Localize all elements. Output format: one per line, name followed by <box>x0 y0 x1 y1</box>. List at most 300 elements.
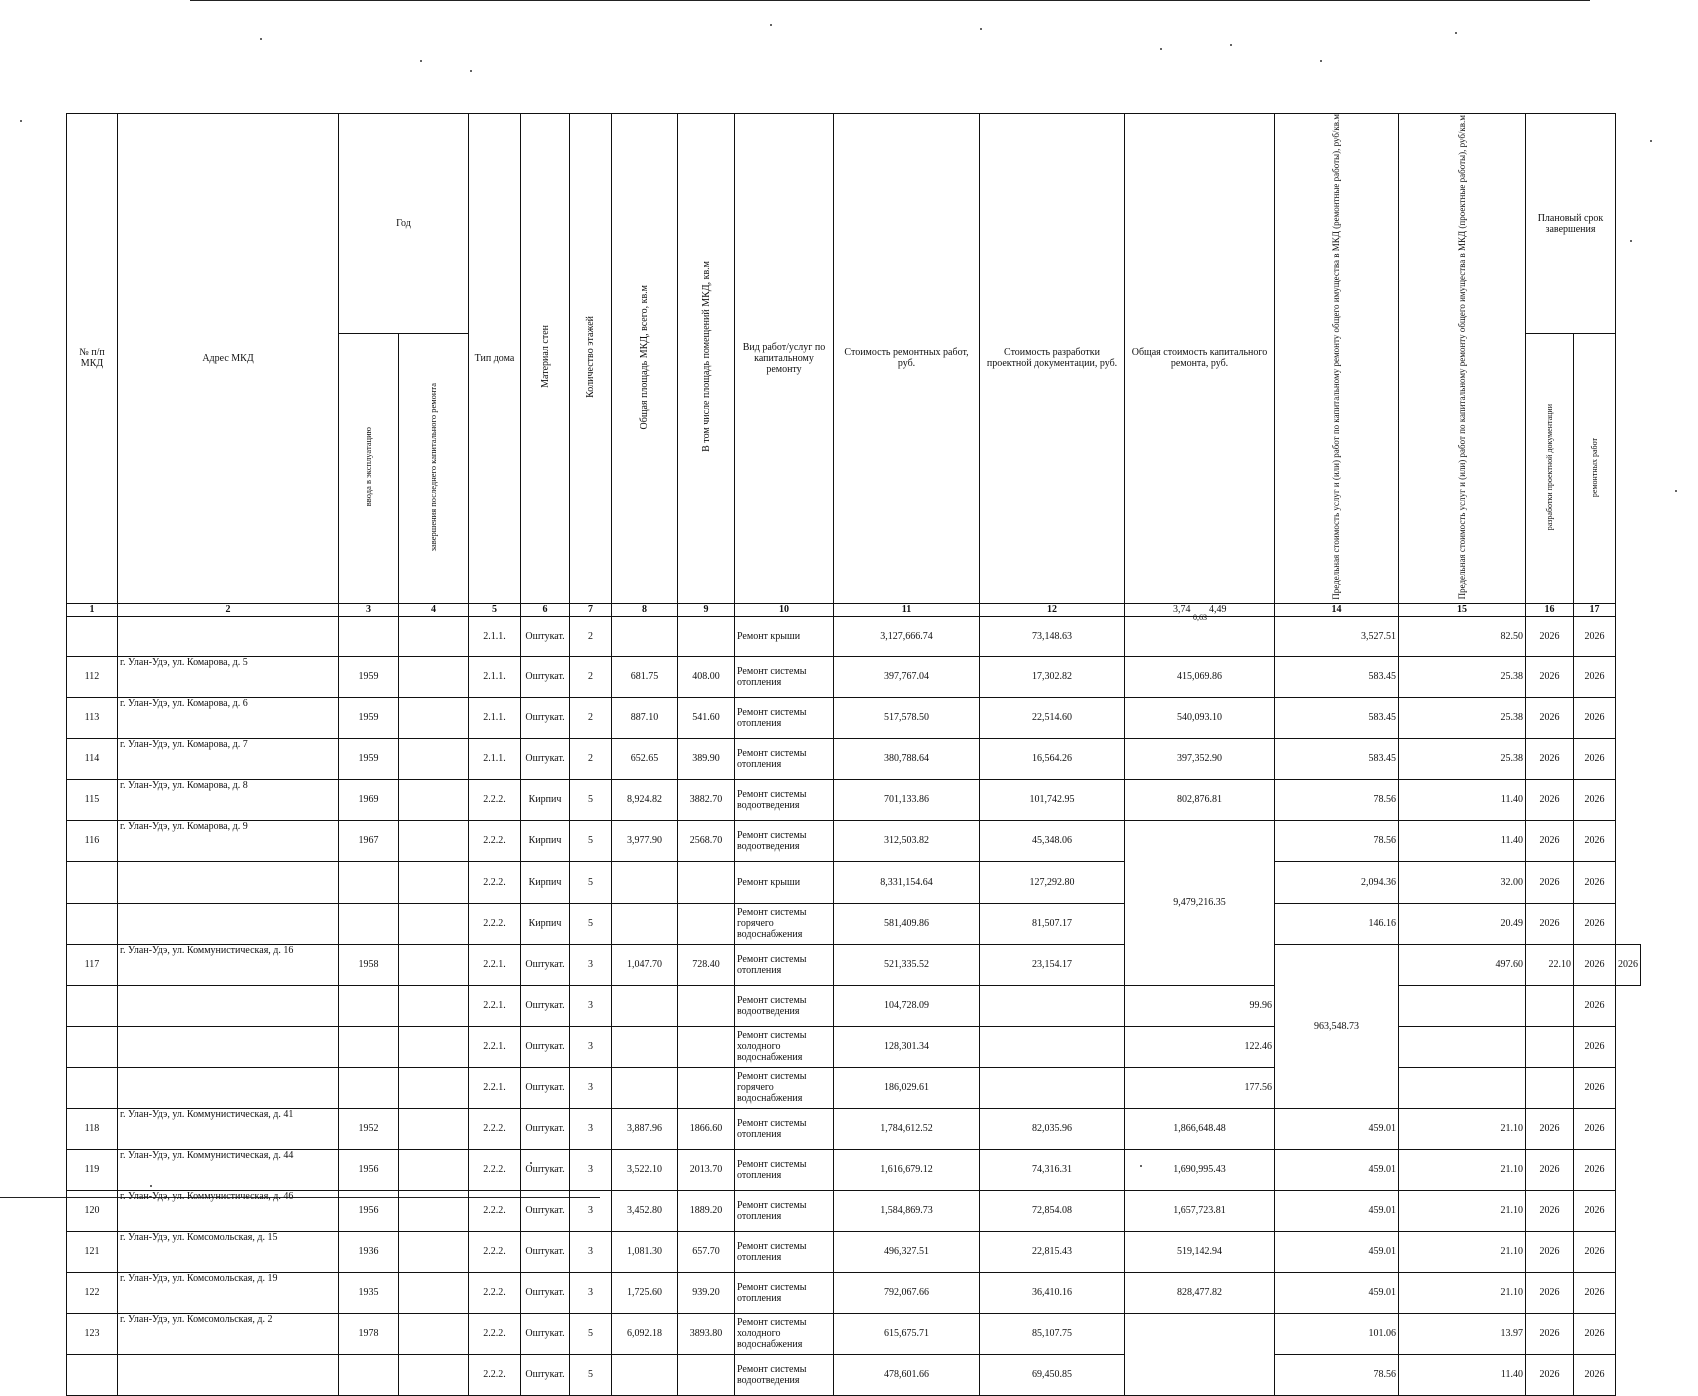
row-year-commission: 1958 <box>339 944 399 985</box>
row-wall-material: Оштукат. <box>521 1272 570 1313</box>
row-design-cost: 81,507.17 <box>980 903 1125 944</box>
row-limit-design: 21.10 <box>1399 1231 1526 1272</box>
row-repair-cost: 792,067.66 <box>834 1272 980 1313</box>
row-design-cost: 101,742.95 <box>980 779 1125 820</box>
row-total-cost: 963,548.73 <box>1275 944 1399 1108</box>
row-repair-cost: 1,784,612.52 <box>834 1108 980 1149</box>
row-year-last-repair <box>399 1067 469 1108</box>
row-total-area: 681.75 <box>612 656 678 697</box>
row-house-type: 2.2.1. <box>469 1026 521 1067</box>
table-row <box>67 1026 1641 1067</box>
row-wall-material: Оштукат. <box>521 1354 570 1395</box>
row-deadline-design: 2026 <box>1526 616 1574 656</box>
row-repair-cost: 380,788.64 <box>834 738 980 779</box>
row-deadline-works: 2026 <box>1574 1190 1616 1231</box>
col-number: 10 <box>735 603 834 616</box>
row-wall-material: Кирпич <box>521 779 570 820</box>
row-total-cost: 1,657,723.81 <box>1125 1190 1275 1231</box>
row-total-cost: 9,479,216.35 <box>1125 820 1275 985</box>
row-floors: 3 <box>570 1108 612 1149</box>
scan-speck <box>1140 1165 1142 1167</box>
row-limit-design: 13.97 <box>1399 1313 1526 1354</box>
row-deadline-design: 2026 <box>1526 1231 1574 1272</box>
row-address: г. Улан-Удэ, ул. Коммунистическая, д. 16 <box>118 944 339 985</box>
row-work-type: Ремонт системы отопления <box>735 656 834 697</box>
row-number <box>67 1354 118 1395</box>
row-total-area <box>612 1354 678 1395</box>
table-row <box>67 985 1641 1026</box>
row-house-type: 2.2.2. <box>469 1272 521 1313</box>
header-design-cost: Стоимость разработки проектной документации, руб. <box>980 114 1125 604</box>
row-floors: 5 <box>570 861 612 903</box>
row-number: 119 <box>67 1149 118 1190</box>
row-year-last-repair <box>399 697 469 738</box>
table-row <box>67 903 1641 944</box>
header-limit-design: Предельная стоимость услуг и (или) работ по капитальному ремонту общего имущества в МКД (проектные работы), руб/кв.м <box>1399 114 1526 604</box>
row-deadline-design: 2026 <box>1526 903 1574 944</box>
row-limit-design: 21.10 <box>1399 1272 1526 1313</box>
row-work-type: Ремонт крыши <box>735 861 834 903</box>
table-row <box>67 1313 1641 1354</box>
row-address: г. Улан-Удэ, ул. Комарова, д. 9 <box>118 820 339 861</box>
row-limit-repair: 101.06 <box>1275 1313 1399 1354</box>
row-work-type: Ремонт системы отопления <box>735 1108 834 1149</box>
row-premises-area: 408.00 <box>678 656 735 697</box>
table-row <box>67 1108 1641 1149</box>
row-house-type: 2.2.1. <box>469 985 521 1026</box>
row-limit-design: 82.50 <box>1399 616 1526 656</box>
row-total-area <box>612 1067 678 1108</box>
col-number: 12 <box>980 603 1125 616</box>
row-limit-design: 21.10 <box>1399 1190 1526 1231</box>
scan-edge-top <box>190 0 1590 1</box>
row-repair-cost: 517,578.50 <box>834 697 980 738</box>
row-year-commission: 1956 <box>339 1149 399 1190</box>
row-work-type: Ремонт системы водоотведения <box>735 985 834 1026</box>
header-num: № п/п МКД <box>67 114 118 604</box>
row-work-type: Ремонт системы отопления <box>735 1149 834 1190</box>
row-deadline-design <box>1526 1067 1574 1108</box>
row-year-last-repair <box>399 738 469 779</box>
row-deadline-design: 2026 <box>1526 861 1574 903</box>
row-deadline-design: 2026 <box>1574 944 1616 985</box>
row-repair-cost: 496,327.51 <box>834 1231 980 1272</box>
row-deadline-design: 2026 <box>1526 1108 1574 1149</box>
col-number: 6 <box>521 603 570 616</box>
row-house-type: 2.2.2. <box>469 1108 521 1149</box>
row-year-last-repair <box>399 1231 469 1272</box>
row-year-last-repair <box>399 985 469 1026</box>
row-year-commission: 1959 <box>339 697 399 738</box>
header-address: Адрес МКД <box>118 114 339 604</box>
row-premises-area <box>678 1067 735 1108</box>
row-address <box>118 903 339 944</box>
row-year-commission: 1936 <box>339 1231 399 1272</box>
row-total-area <box>612 985 678 1026</box>
row-wall-material: Кирпич <box>521 861 570 903</box>
row-deadline-design: 2026 <box>1526 738 1574 779</box>
header-house-type: Тип дома <box>469 114 521 604</box>
row-repair-cost: 701,133.86 <box>834 779 980 820</box>
row-deadline-design <box>1526 1026 1574 1067</box>
row-work-type: Ремонт системы горячего водоснабжения <box>735 903 834 944</box>
row-deadline-design: 2026 <box>1526 1313 1574 1354</box>
row-premises-area: 3882.70 <box>678 779 735 820</box>
row-wall-material: Оштукат. <box>521 1067 570 1108</box>
header-deadline-design: разработки проектной документации <box>1526 334 1574 603</box>
row-repair-cost: 186,029.61 <box>834 1067 980 1108</box>
row-number <box>67 903 118 944</box>
row-limit-repair: 146.16 <box>1275 903 1399 944</box>
row-deadline-works: 2026 <box>1574 1026 1616 1067</box>
row-address <box>118 861 339 903</box>
row-total-cost: 397,352.90 <box>1125 738 1275 779</box>
row-deadline-works: 2026 <box>1574 1313 1616 1354</box>
row-number: 112 <box>67 656 118 697</box>
row-total-area: 1,047.70 <box>612 944 678 985</box>
overlay-text-c: 0,63 <box>1193 612 1207 622</box>
row-limit-repair: 78.56 <box>1275 779 1399 820</box>
row-design-cost: 73,148.63 <box>980 616 1125 656</box>
header-repair-cost: Стоимость ремонтных работ, руб. <box>834 114 980 604</box>
row-limit-design: 21.10 <box>1399 1108 1526 1149</box>
row-year-last-repair <box>399 861 469 903</box>
row-limit-repair: 497.60 <box>1399 944 1526 985</box>
col-number: 16 <box>1526 603 1574 616</box>
row-design-cost <box>980 1026 1125 1067</box>
row-house-type: 2.1.1. <box>469 697 521 738</box>
column-numbers-row <box>67 603 1641 616</box>
row-premises-area <box>678 903 735 944</box>
row-total-area <box>612 903 678 944</box>
row-premises-area: 939.20 <box>678 1272 735 1313</box>
col-number: 11 <box>834 603 980 616</box>
row-deadline-works: 2026 <box>1574 985 1616 1026</box>
row-floors: 2 <box>570 738 612 779</box>
row-deadline-works: 2026 <box>1574 1108 1616 1149</box>
scan-speck <box>1650 140 1652 142</box>
row-floors: 3 <box>570 1026 612 1067</box>
row-limit-design <box>1399 1026 1526 1067</box>
row-limit-repair: 459.01 <box>1275 1190 1399 1231</box>
row-total-cost: 802,876.81 <box>1125 779 1275 820</box>
row-floors: 3 <box>570 1272 612 1313</box>
row-floors: 2 <box>570 656 612 697</box>
row-total-area: 3,522.10 <box>612 1149 678 1190</box>
row-house-type: 2.2.2. <box>469 1149 521 1190</box>
row-deadline-works: 2026 <box>1574 1149 1616 1190</box>
row-wall-material: Оштукат. <box>521 1149 570 1190</box>
row-floors: 3 <box>570 985 612 1026</box>
row-year-commission: 1969 <box>339 779 399 820</box>
header-work-type: Вид работ/услуг по капитальному ремонту <box>735 114 834 604</box>
row-wall-material: Кирпич <box>521 820 570 861</box>
row-total-cost: 1,866,648.48 <box>1125 1108 1275 1149</box>
row-deadline-design: 2026 <box>1526 820 1574 861</box>
row-premises-area: 728.40 <box>678 944 735 985</box>
row-year-commission <box>339 903 399 944</box>
row-deadline-design <box>1526 985 1574 1026</box>
row-year-last-repair <box>399 1108 469 1149</box>
row-repair-cost: 521,335.52 <box>834 944 980 985</box>
row-total-area: 6,092.18 <box>612 1313 678 1354</box>
row-repair-cost: 104,728.09 <box>834 985 980 1026</box>
table-row <box>67 738 1641 779</box>
table-row <box>67 1354 1641 1395</box>
row-number: 116 <box>67 820 118 861</box>
row-limit-repair: 2,094.36 <box>1275 861 1399 903</box>
col-number: 5 <box>469 603 521 616</box>
row-number <box>67 1067 118 1108</box>
overlay-text-b: 4,49 <box>1209 603 1227 615</box>
row-number: 117 <box>67 944 118 985</box>
table-row <box>67 861 1641 903</box>
row-year-last-repair <box>399 1313 469 1354</box>
row-limit-design: 25.38 <box>1399 738 1526 779</box>
row-number: 121 <box>67 1231 118 1272</box>
row-limit-repair: 3,527.51 <box>1275 616 1399 656</box>
row-wall-material: Оштукат. <box>521 944 570 985</box>
row-wall-material: Оштукат. <box>521 1231 570 1272</box>
scan-speck <box>1630 240 1632 242</box>
row-deadline-design: 2026 <box>1526 697 1574 738</box>
row-year-commission: 1967 <box>339 820 399 861</box>
col-number: 14 <box>1275 603 1399 616</box>
row-work-type: Ремонт системы отопления <box>735 944 834 985</box>
row-total-area: 652.65 <box>612 738 678 779</box>
row-wall-material: Оштукат. <box>521 1190 570 1231</box>
row-address <box>118 1067 339 1108</box>
row-design-cost: 74,316.31 <box>980 1149 1125 1190</box>
header-deadline-works: ремонтных работ <box>1574 334 1616 603</box>
row-address <box>118 985 339 1026</box>
row-house-type: 2.1.1. <box>469 656 521 697</box>
row-deadline-works: 2026 <box>1574 656 1616 697</box>
row-address: г. Улан-Удэ, ул. Комсомольская, д. 19 <box>118 1272 339 1313</box>
row-floors: 5 <box>570 1313 612 1354</box>
row-wall-material: Оштукат. <box>521 985 570 1026</box>
row-year-last-repair <box>399 616 469 656</box>
row-limit-design: 22.10 <box>1526 944 1574 985</box>
row-design-cost: 36,410.16 <box>980 1272 1125 1313</box>
row-limit-repair: 78.56 <box>1275 1354 1399 1395</box>
row-deadline-design: 2026 <box>1526 1354 1574 1395</box>
row-total-area: 887.10 <box>612 697 678 738</box>
row-limit-repair: 78.56 <box>1275 820 1399 861</box>
row-limit-design: 25.38 <box>1399 656 1526 697</box>
row-total-area: 3,977.90 <box>612 820 678 861</box>
scan-speck <box>420 60 422 62</box>
row-deadline-design: 2026 <box>1526 1149 1574 1190</box>
row-house-type: 2.2.1. <box>469 1067 521 1108</box>
row-deadline-works: 2026 <box>1574 616 1616 656</box>
table-row <box>67 1272 1641 1313</box>
row-limit-design: 32.00 <box>1399 861 1526 903</box>
row-design-cost: 22,815.43 <box>980 1231 1125 1272</box>
row-year-last-repair <box>399 944 469 985</box>
row-year-commission <box>339 616 399 656</box>
row-premises-area: 2013.70 <box>678 1149 735 1190</box>
row-limit-design: 11.40 <box>1399 1354 1526 1395</box>
header-deadline: Плановый срок завершения <box>1526 114 1616 334</box>
row-deadline-works: 2026 <box>1574 697 1616 738</box>
row-wall-material: Оштукат. <box>521 1026 570 1067</box>
header-year: Год <box>339 114 469 334</box>
row-number <box>67 616 118 656</box>
row-deadline-works: 2026 <box>1574 1231 1616 1272</box>
row-deadline-works: 2026 <box>1574 1272 1616 1313</box>
row-limit-repair: 177.56 <box>1125 1067 1275 1108</box>
row-total-area <box>612 616 678 656</box>
row-total-cost: 828,477.82 <box>1125 1272 1275 1313</box>
row-year-last-repair <box>399 1190 469 1231</box>
row-total-area: 3,887.96 <box>612 1108 678 1149</box>
row-limit-repair: 459.01 <box>1275 1231 1399 1272</box>
row-total-area: 3,452.80 <box>612 1190 678 1231</box>
col-number: 7 <box>570 603 612 616</box>
row-design-cost: 82,035.96 <box>980 1108 1125 1149</box>
row-floors: 3 <box>570 1067 612 1108</box>
row-address <box>118 1026 339 1067</box>
row-deadline-works: 2026 <box>1616 944 1641 985</box>
row-number: 114 <box>67 738 118 779</box>
row-work-type: Ремонт системы горячего водоснабжения <box>735 1067 834 1108</box>
row-address: г. Улан-Удэ, ул. Коммунистическая, д. 44 <box>118 1149 339 1190</box>
row-premises-area: 2568.70 <box>678 820 735 861</box>
row-year-last-repair <box>399 1026 469 1067</box>
row-house-type: 2.2.2. <box>469 1354 521 1395</box>
row-wall-material: Оштукат. <box>521 1313 570 1354</box>
col-number: 17 <box>1574 603 1616 616</box>
col-number: 3 <box>339 603 399 616</box>
row-year-last-repair <box>399 779 469 820</box>
row-repair-cost: 128,301.34 <box>834 1026 980 1067</box>
row-deadline-works: 2026 <box>1574 820 1616 861</box>
row-year-commission: 1959 <box>339 656 399 697</box>
row-limit-design <box>1399 1067 1526 1108</box>
row-total-cost: 1,690,995.43 <box>1125 1149 1275 1190</box>
row-number <box>67 861 118 903</box>
row-address: г. Улан-Удэ, ул. Комсомольская, д. 15 <box>118 1231 339 1272</box>
row-number: 120 <box>67 1190 118 1231</box>
row-wall-material: Оштукат. <box>521 1108 570 1149</box>
row-repair-cost: 478,601.66 <box>834 1354 980 1395</box>
col-number: 9 <box>678 603 735 616</box>
overlay-text-a: 3,74 <box>1173 603 1191 615</box>
row-year-commission <box>339 1067 399 1108</box>
row-repair-cost: 1,584,869.73 <box>834 1190 980 1231</box>
row-deadline-design: 2026 <box>1526 779 1574 820</box>
row-floors: 2 <box>570 616 612 656</box>
table-row <box>67 697 1641 738</box>
row-premises-area <box>678 861 735 903</box>
row-year-last-repair <box>399 656 469 697</box>
row-year-last-repair <box>399 1149 469 1190</box>
row-limit-design: 25.38 <box>1399 697 1526 738</box>
row-design-cost: 16,564.26 <box>980 738 1125 779</box>
row-wall-material: Оштукат. <box>521 656 570 697</box>
row-limit-design: 11.40 <box>1399 779 1526 820</box>
row-deadline-design: 2026 <box>1526 656 1574 697</box>
row-deadline-design: 2026 <box>1526 1190 1574 1231</box>
row-floors: 2 <box>570 697 612 738</box>
row-work-type: Ремонт системы холодного водоснабжения <box>735 1026 834 1067</box>
row-house-type: 2.1.1. <box>469 616 521 656</box>
col-number: 1 <box>67 603 118 616</box>
scan-speck <box>770 24 772 26</box>
row-total-area: 1,081.30 <box>612 1231 678 1272</box>
scan-speck <box>150 1185 152 1187</box>
row-design-cost: 45,348.06 <box>980 820 1125 861</box>
row-repair-cost: 312,503.82 <box>834 820 980 861</box>
row-floors: 3 <box>570 1231 612 1272</box>
row-number: 113 <box>67 697 118 738</box>
row-number <box>67 985 118 1026</box>
row-year-commission: 1956 <box>339 1190 399 1231</box>
row-premises-area: 541.60 <box>678 697 735 738</box>
col-number: 2 <box>118 603 339 616</box>
row-total-area: 1,725.60 <box>612 1272 678 1313</box>
header-wall-material: Материал стен <box>521 114 570 604</box>
row-work-type: Ремонт системы водоотведения <box>735 779 834 820</box>
row-repair-cost: 3,127,666.74 <box>834 616 980 656</box>
row-limit-repair: 583.45 <box>1275 738 1399 779</box>
row-house-type: 2.2.2. <box>469 820 521 861</box>
row-limit-design: 11.40 <box>1399 820 1526 861</box>
scan-speck <box>980 28 982 30</box>
row-year-last-repair <box>399 820 469 861</box>
row-year-commission: 1978 <box>339 1313 399 1354</box>
row-work-type: Ремонт системы водоотведения <box>735 1354 834 1395</box>
row-number: 118 <box>67 1108 118 1149</box>
row-work-type: Ремонт системы отопления <box>735 1231 834 1272</box>
scan-speck <box>530 1162 532 1164</box>
row-work-type: Ремонт системы отопления <box>735 1272 834 1313</box>
row-house-type: 2.2.2. <box>469 903 521 944</box>
header-total-area: Общая площадь МКД, всего, кв.м <box>612 114 678 604</box>
row-address: г. Улан-Удэ, ул. Коммунистическая, д. 46 <box>118 1190 339 1231</box>
row-work-type: Ремонт системы отопления <box>735 697 834 738</box>
row-premises-area: 3893.80 <box>678 1313 735 1354</box>
row-address: г. Улан-Удэ, ул. Комарова, д. 8 <box>118 779 339 820</box>
row-design-cost: 17,302.82 <box>980 656 1125 697</box>
row-house-type: 2.2.2. <box>469 1190 521 1231</box>
col-number: 4 <box>399 603 469 616</box>
scan-speck <box>470 70 472 72</box>
row-address: г. Улан-Удэ, ул. Комарова, д. 7 <box>118 738 339 779</box>
row-total-cost <box>1125 1313 1275 1395</box>
scan-speck <box>1230 44 1232 46</box>
table-row <box>67 820 1641 861</box>
row-design-cost: 22,514.60 <box>980 697 1125 738</box>
row-floors: 5 <box>570 1354 612 1395</box>
row-premises-area <box>678 985 735 1026</box>
row-year-last-repair <box>399 1354 469 1395</box>
header-premises-area: В том числе площадь помещений МКД, кв.м <box>678 114 735 604</box>
header-floors: Количество этажей <box>570 114 612 604</box>
header-year-commission: ввода в эксплуатацию <box>339 334 399 603</box>
scan-speck <box>1455 32 1457 34</box>
table-row <box>67 616 1641 656</box>
row-house-type: 2.2.2. <box>469 779 521 820</box>
row-total-cost: 519,142.94 <box>1125 1231 1275 1272</box>
row-floors: 5 <box>570 779 612 820</box>
row-limit-repair: 583.45 <box>1275 656 1399 697</box>
row-wall-material: Оштукат. <box>521 738 570 779</box>
row-design-cost <box>980 985 1125 1026</box>
row-limit-repair: 459.01 <box>1275 1149 1399 1190</box>
col-number: 15 <box>1399 603 1526 616</box>
